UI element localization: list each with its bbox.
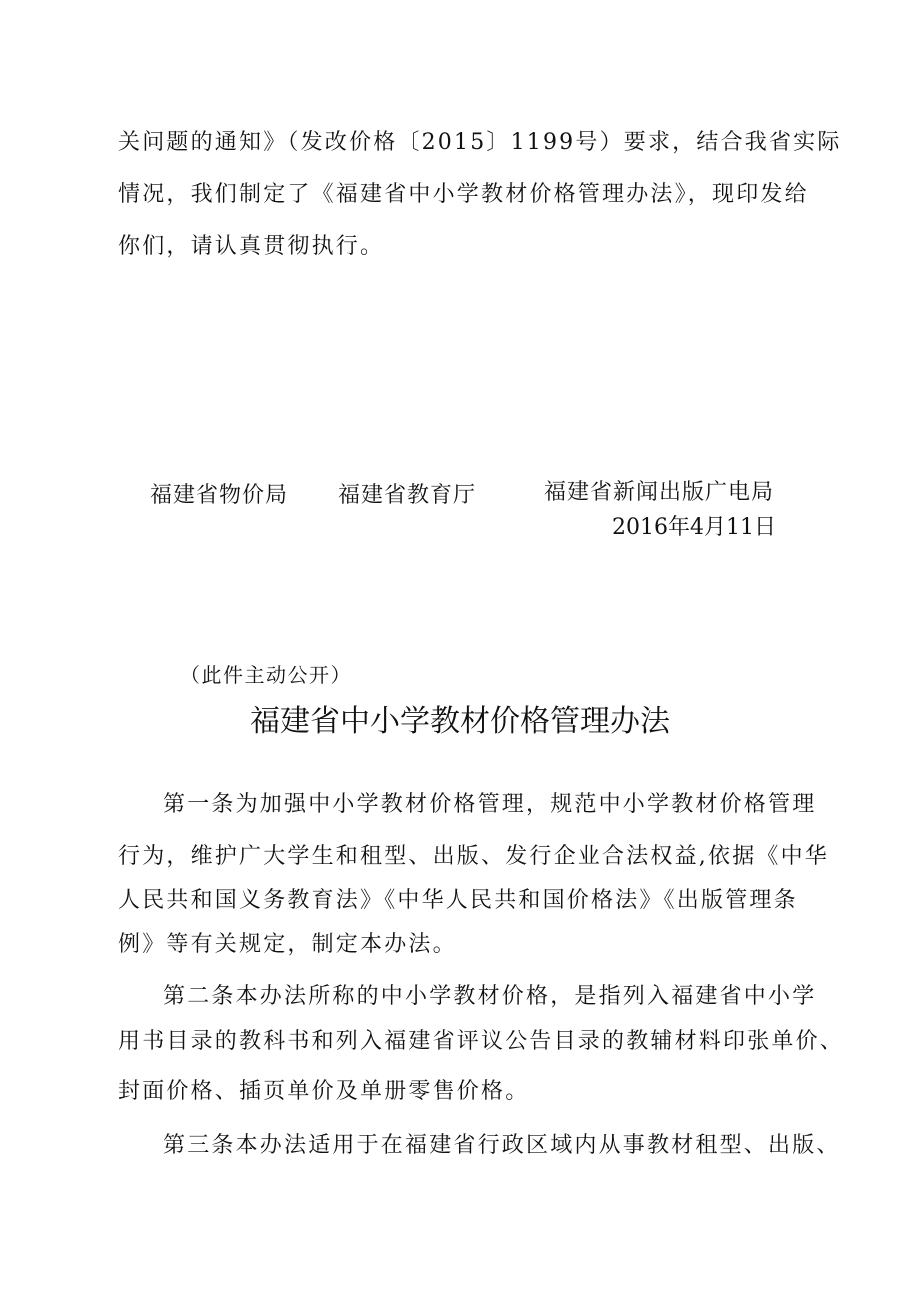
intro-line-3: 你们，请认真贯彻执行。 xyxy=(118,234,385,259)
issuer-price-bureau: 福建省物价局 xyxy=(150,483,289,508)
issue-date: 2016年4月11日 xyxy=(612,515,776,540)
intro-line-1: 关问题的通知》（发改价格〔2015〕1199号）要求，结合我省实际 xyxy=(118,130,842,155)
issuer-education-dept: 福建省教育厅 xyxy=(338,483,477,508)
article-1-line-4: 例》等有关规定，制定本办法。 xyxy=(118,932,457,957)
article-2-line-1: 第二条本办法所称的中小学教材价格，是指列入福建省中小学 xyxy=(163,984,817,1009)
article-1-line-2: 行为，维护广大学生和租型、出版、发行企业合法权益,依据《中华 xyxy=(118,844,829,869)
article-2-line-3: 封面价格、插页单价及单册零售价格。 xyxy=(118,1079,530,1104)
disclosure-note: （此件主动公开） xyxy=(180,663,352,687)
article-3-line-1: 第三条本办法适用于在福建省行政区域内从事教材租型、出版、 xyxy=(163,1133,841,1158)
intro-line-2: 情况，我们制定了《福建省中小学教材价格管理办法》，现印发给 xyxy=(118,182,809,207)
article-2-line-2: 用书目录的教科书和列入福建省评议公告目录的教辅材料印张单价、 xyxy=(118,1029,845,1054)
document-title: 福建省中小学教材价格管理办法 xyxy=(250,704,670,739)
article-1-line-1: 第一条为加强中小学教材价格管理，规范中小学教材价格管理 xyxy=(163,792,817,817)
article-1-line-3: 人民共和国义务教育法》《中华人民共和国价格法》《出版管理条 xyxy=(118,888,798,913)
issuer-press-bureau: 福建省新闻出版广电局 xyxy=(544,480,775,505)
